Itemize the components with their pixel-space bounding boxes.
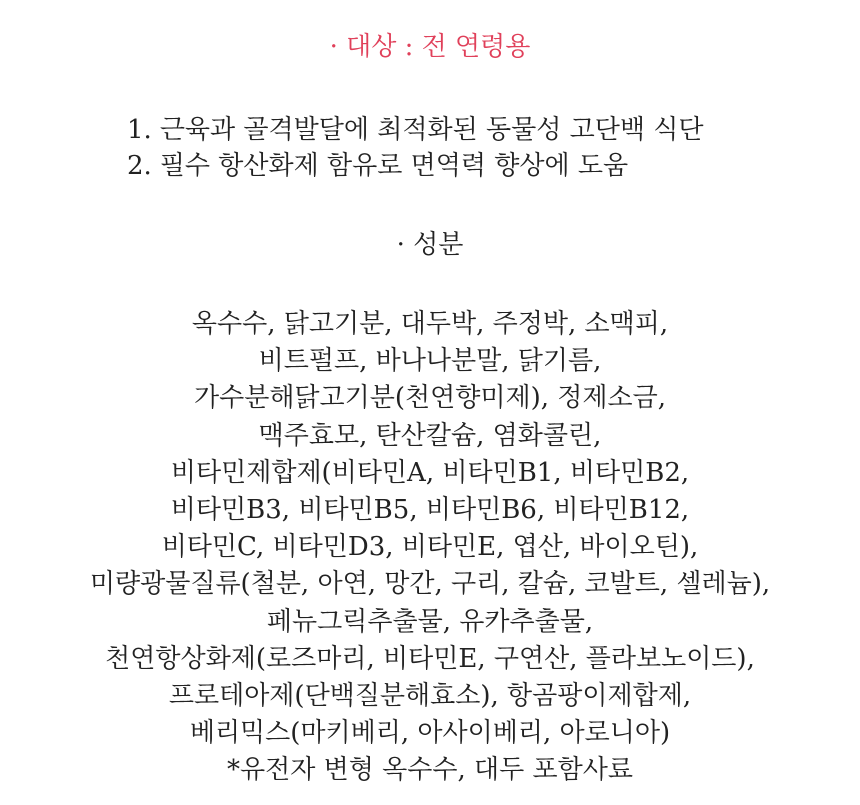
feature-number: 2. (127, 151, 152, 181)
ingredient-line: 비타민C, 비타민D3, 비타민E, 엽산, 바이오틴), (161, 532, 699, 563)
ingredient-line: 가수분해닭고기분(천연향미제), 정제소금, (193, 383, 667, 414)
feature-number: 1. (127, 115, 152, 145)
ingredient-line: 맥주효모, 탄산칼슘, 염화콜린, (258, 420, 602, 451)
feature-item (127, 112, 703, 148)
feature-list (127, 112, 703, 184)
ingredient-line: 비타민제합제(비타민A, 비타민B1, 비타민B2, (170, 457, 690, 488)
feature-item (127, 148, 703, 184)
ingredient-line: 프로테아제(단백질분해효소), 항곰팡이제합제, (168, 681, 692, 712)
feature-text: 필수 항산화제 함유로 면역력 향상에 도움 (159, 151, 629, 181)
target-age-text: · 대상 : 전 연령용 (329, 32, 531, 62)
ingredient-line: *유전자 변형 옥수수, 대두 포함사료 (227, 755, 633, 786)
ingredient-line: 비타민B3, 비타민B5, 비타민B6, 비타민B12, (170, 495, 690, 526)
ingredients-list (0, 306, 860, 790)
ingredient-line: 미량광물질류(철분, 아연, 망간, 구리, 칼슘, 코발트, 셀레늄), (89, 569, 771, 600)
ingredient-line: 베리믹스(마키베리, 아사이베리, 아로니아) (189, 718, 671, 749)
ingredient-line: 천연항상화제(로즈마리, 비타민E, 구연산, 플라보노이드), (105, 643, 755, 674)
ingredient-line: 옥수수, 닭고기분, 대두박, 주정박, 소맥피, (191, 309, 669, 339)
feature-text: 근육과 골격발달에 최적화된 동물성 고단백 식단 (159, 115, 704, 145)
ingredients-heading: · 성분 (396, 230, 464, 260)
ingredient-line: 비트펄프, 바나나분말, 닭기름, (258, 346, 602, 377)
ingredient-line: 페뉴그릭추출물, 유카추출물, (266, 606, 594, 637)
